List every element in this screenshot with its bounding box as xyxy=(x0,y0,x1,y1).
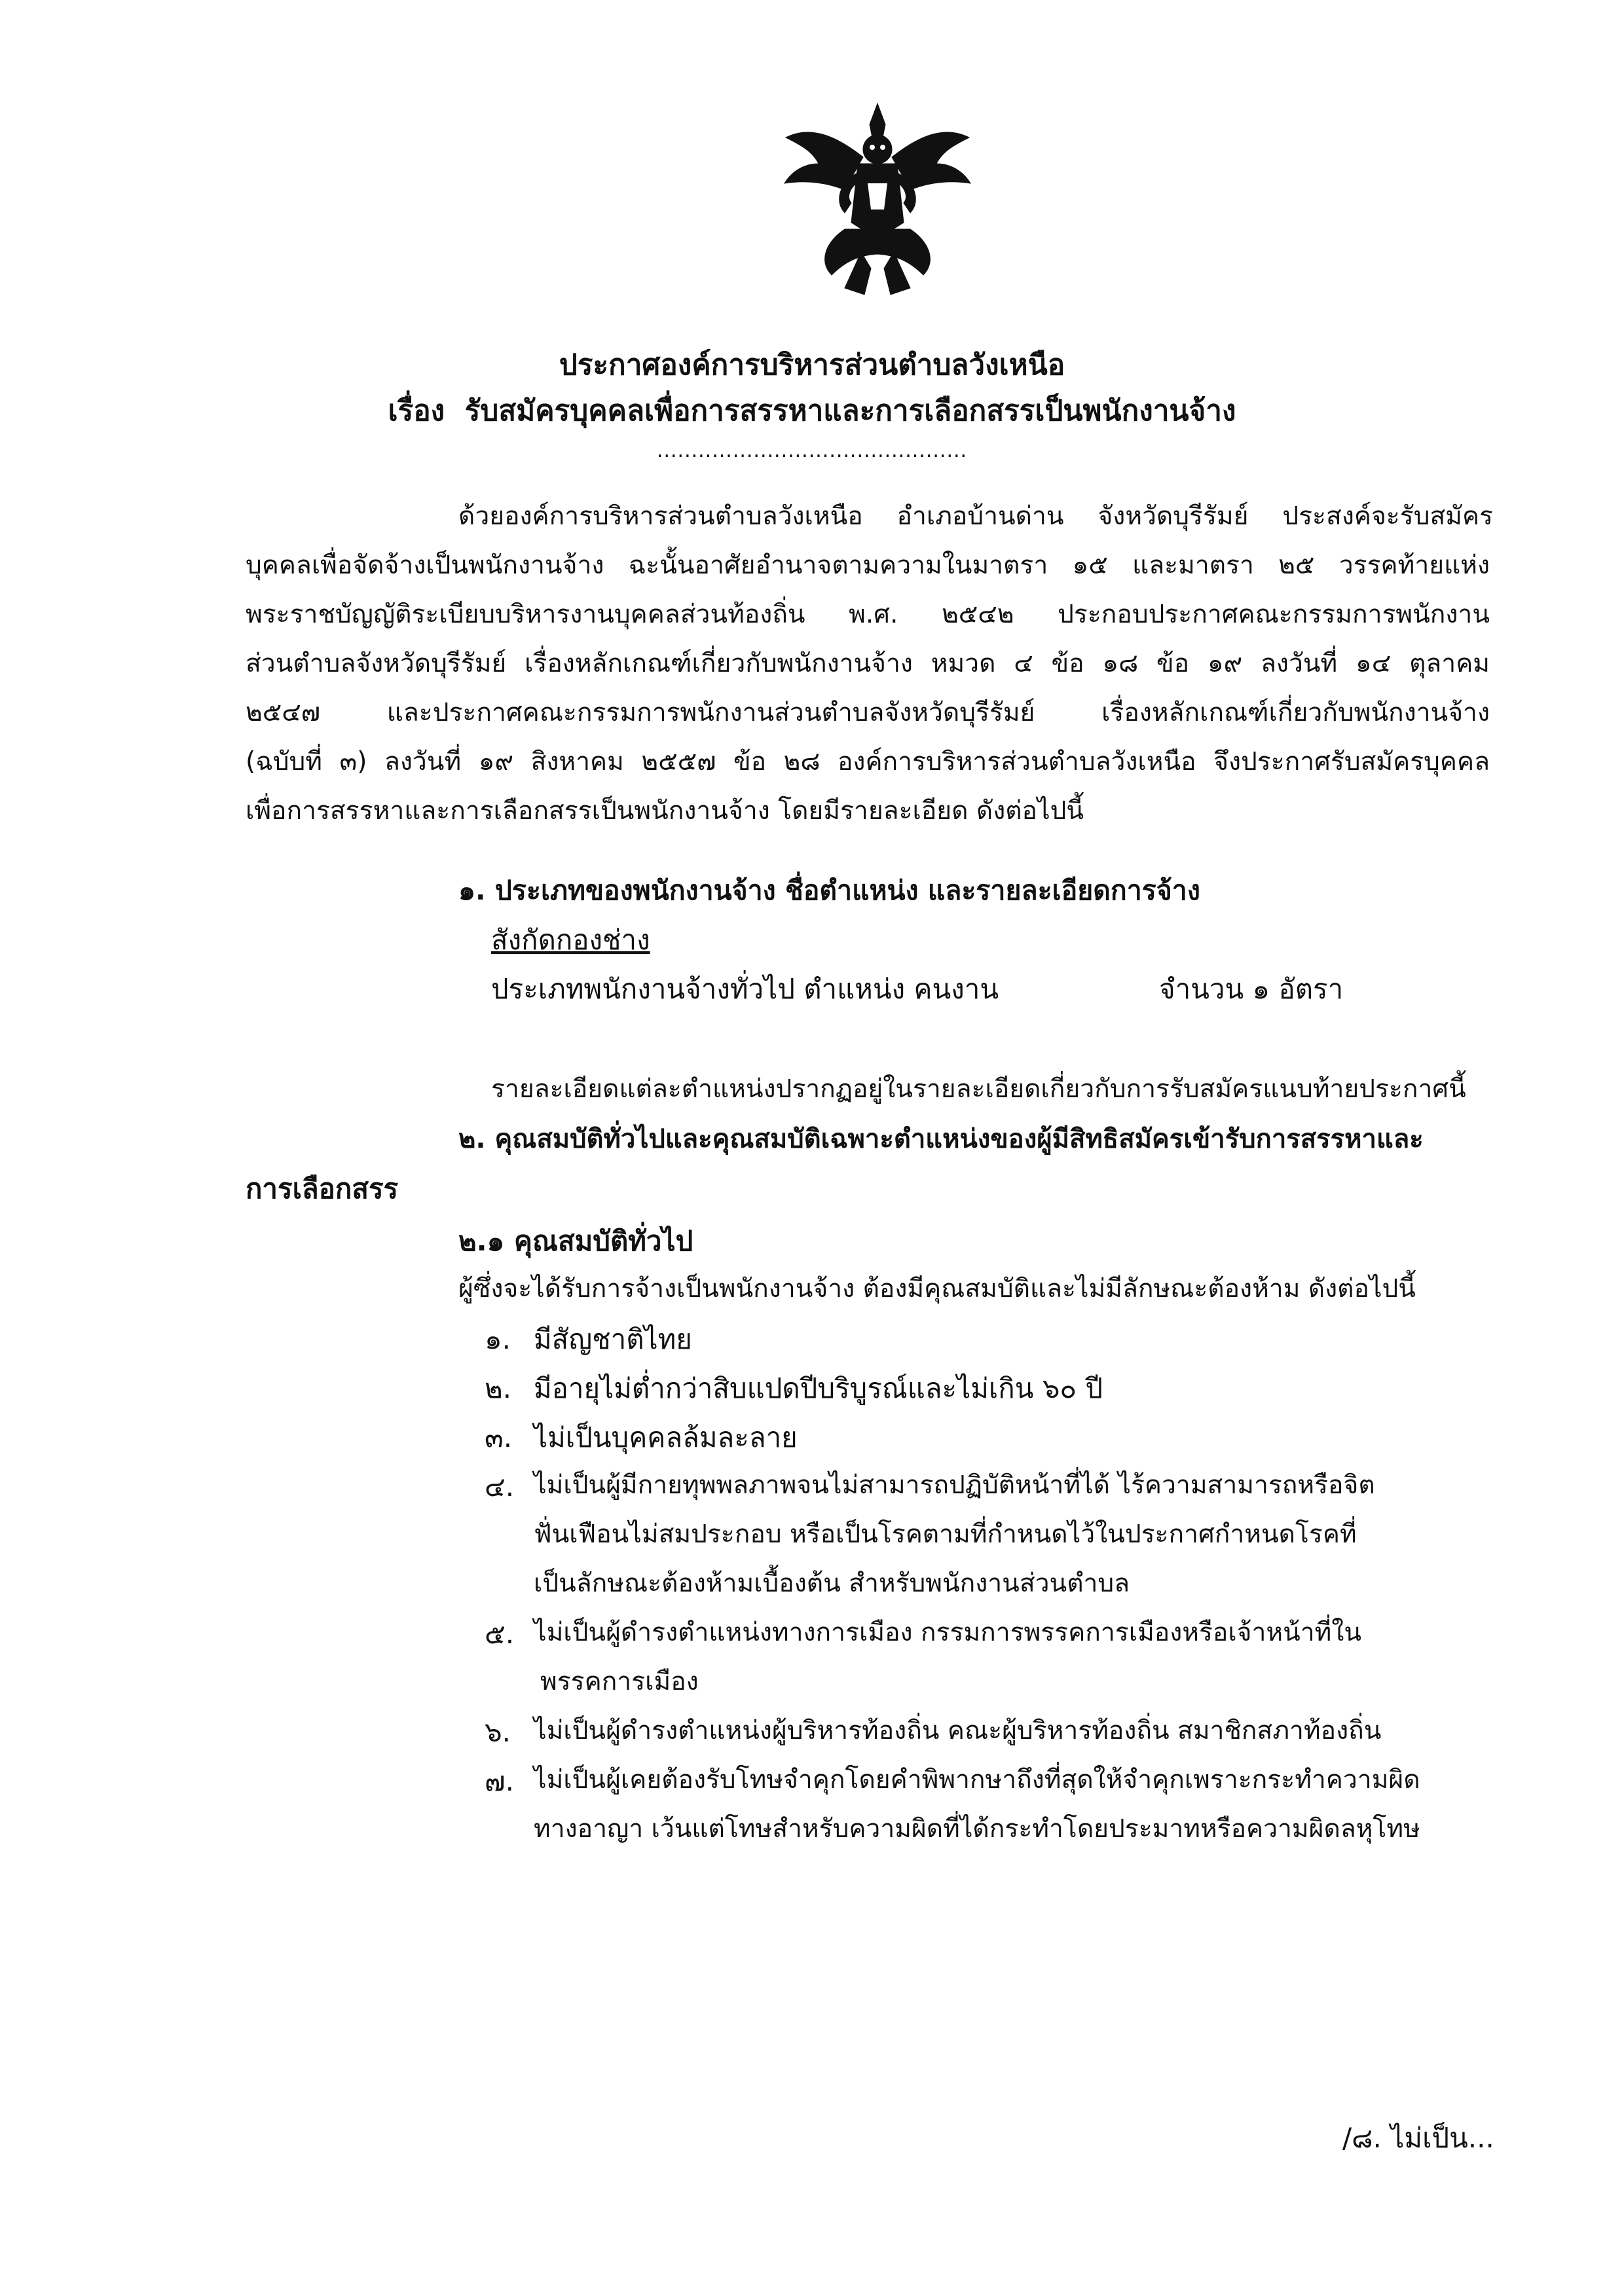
list-item: ไม่เป็นผู้ดำรงตำแหน่งทางการเมือง กรรมการพรรคการเมืองหรือเจ้าหน้าที่ใน xyxy=(534,1618,1362,1647)
intro-line-2: บุคคลเพื่อจัดจ้างเป็นพนักงานจ้าง ฉะนั้นอาศัยอำนาจตามความในมาตรา ๑๕ และมาตรา ๒๕ วรรคท้ายแห่ง xyxy=(246,551,1490,580)
title-separator: ............................................. xyxy=(656,439,968,462)
section2-heading: ๒. คุณสมบัติทั่วไปและคุณสมบัติเฉพาะตำแหน่งของผู้มีสิทธิสมัครเข้ารับการสรรหาและ xyxy=(458,1124,1424,1154)
section1-details: รายละเอียดแต่ละตำแหน่งปรากฏอยู่ในรายละเอียดเกี่ยวกับการรับสมัครแนบท้ายประกาศนี้ xyxy=(491,1074,1466,1104)
item-number: ๕. xyxy=(485,1618,515,1650)
intro-line-7: เพื่อการสรรหาและการเลือกสรรเป็นพนักงานจ้าง โดยมีรายละเอียด ดังต่อไปนี้ xyxy=(246,796,1084,826)
list-item: ไม่เป็นผู้เคยต้องรับโทษจำคุกโดยคำพิพากษาถึงที่สุดให้จำคุกเพราะกระทำความผิด xyxy=(534,1765,1420,1795)
list-item-cont: ทางอาญา เว้นแต่โทษสำหรับความผิดที่ได้กระทำโดยประมาทหรือความผิดลหุโทษ xyxy=(534,1814,1420,1844)
list-item: ไม่เป็นผู้มีกายทุพพลภาพจนไม่สามารถปฏิบัติหน้าที่ได้ ไร้ความสามารถหรือจิต xyxy=(534,1470,1375,1500)
section1-division: สังกัดกองช่าง xyxy=(491,924,650,956)
item-number: ๔. xyxy=(485,1470,515,1503)
intro-line-1: ด้วยองค์การบริหารส่วนตำบลวังเหนือ อำเภอบ้านด่าน จังหวัดบุรีรัมย์ ประสงค์จะรับสมัคร xyxy=(458,501,1493,531)
intro-line-4: ส่วนตำบลจังหวัดบุรีรัมย์ เรื่องหลักเกณฑ์เกี่ยวกับพนักงานจ้าง หมวด ๔ ข้อ ๑๘ ข้อ ๑๙ ลงวันที่ ๑๔ ตุลาคม xyxy=(246,649,1490,678)
list-item: ไม่เป็นบุคคลล้มละลาย xyxy=(534,1421,798,1453)
document-subject xyxy=(0,393,1624,429)
item-number: ๓. xyxy=(485,1421,513,1453)
subject-text: รับสมัครบุคคลเพื่อการสรรหาและการเลือกสรรเป็นพนักงานจ้าง xyxy=(464,394,1236,428)
section2-subheading: ๒.๑ คุณสมบัติทั่วไป xyxy=(458,1225,693,1257)
list-item: มีอายุไม่ต่ำกว่าสิบแปดปีบริบูรณ์และไม่เกิน ๖๐ ปี xyxy=(534,1372,1103,1404)
subject-label: เรื่อง xyxy=(388,394,445,428)
item-number: ๖. xyxy=(485,1716,511,1748)
list-item: ไม่เป็นผู้ดำรงตำแหน่งผู้บริหารท้องถิ่น คณะผู้บริหารท้องถิ่น สมาชิกสภาท้องถิ่น xyxy=(534,1716,1382,1745)
item-number: ๒. xyxy=(485,1372,512,1404)
section1-heading: ๑. ประเภทของพนักงานจ้าง ชื่อตำแหน่ง และรายละเอียดการจ้าง xyxy=(458,875,1200,906)
intro-line-6: (ฉบับที่ ๓) ลงวันที่ ๑๙ สิงหาคม ๒๕๕๗ ข้อ ๒๘ องค์การบริหารส่วนตำบลวังเหนือ จึงประกาศรับสมัครบุคคล xyxy=(246,747,1490,776)
intro-line-5: ๒๕๔๗ และประกาศคณะกรรมการพนักงานส่วนตำบลจังหวัดบุรีรัมย์ เรื่องหลักเกณฑ์เกี่ยวกับพนักงานจ้าง xyxy=(246,698,1490,727)
list-item-cont: เป็นลักษณะต้องห้ามเบื้องต้น สำหรับพนักงานส่วนตำบล xyxy=(534,1569,1130,1598)
section1-count: จำนวน ๑ อัตรา xyxy=(1159,973,1344,1005)
list-item-cont: พรรคการเมือง xyxy=(540,1667,699,1696)
item-number: ๑. xyxy=(485,1323,511,1355)
section2-sub-intro: ผู้ซึ่งจะได้รับการจ้างเป็นพนักงานจ้าง ต้องมีคุณสมบัติและไม่มีลักษณะต้องห้าม ดังต่อไปนี้ xyxy=(458,1274,1416,1303)
continuation-note: /๘. ไม่เป็น... xyxy=(1342,2122,1494,2154)
document-title: ประกาศองค์การบริหารส่วนตำบลวังเหนือ xyxy=(559,348,1065,382)
list-item-cont: ฟั่นเฟือนไม่สมประกอบ หรือเป็นโรคตามที่กำหนดไว้ในประกาศกำหนดโรคที่ xyxy=(534,1520,1357,1549)
intro-line-3: พระราชบัญญัติระเบียบบริหารงานบุคคลส่วนท้องถิ่น พ.ศ. ๒๕๔๒ ประกอบประกาศคณะกรรมการพนักงาน xyxy=(246,600,1490,629)
list-item: มีสัญชาติไทย xyxy=(534,1323,692,1355)
item-number: ๗. xyxy=(485,1765,514,1797)
garuda-emblem xyxy=(773,98,982,301)
section1-position: ประเภทพนักงานจ้างทั่วไป ตำแหน่ง คนงาน xyxy=(491,973,999,1005)
section2-heading-cont: การเลือกสรร xyxy=(246,1173,399,1205)
